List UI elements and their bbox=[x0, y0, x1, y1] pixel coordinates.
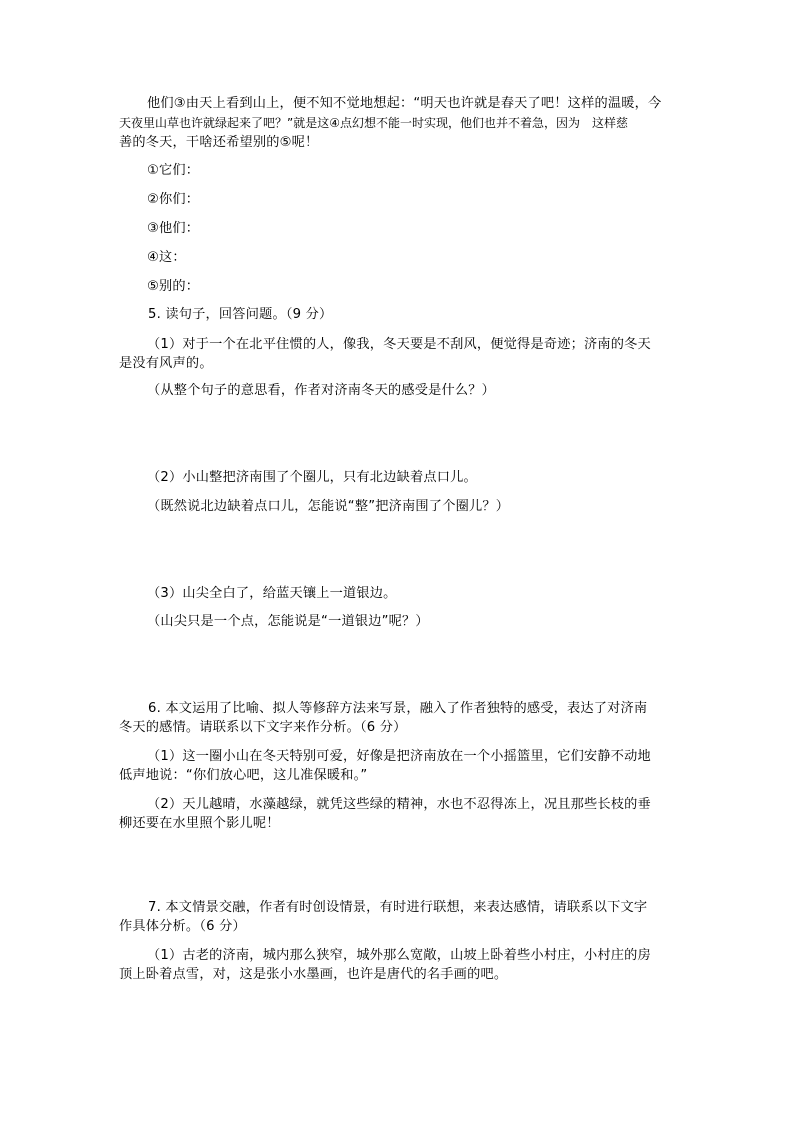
q4-item-3: ③他们： bbox=[147, 221, 200, 236]
q7-title-line-1: 7. 本文情景交融，作者有时创设情景，有时进行联想，来表达感情，请联系以下文字 bbox=[148, 900, 648, 915]
q7-title-line-2: 作具体分析。（6 分） bbox=[119, 919, 246, 934]
passage-line-2: 天夜里山草也许就绿起来了吧？”就是这④点幻想不能一时实现，他们也并不着急，因为 这样慈 bbox=[119, 116, 628, 130]
passage-line-3: 善的冬天，干啥还希望别的⑤呢！ bbox=[119, 135, 319, 150]
q6-sentence-2-line-2: 柳还要在水里照个影儿呢！ bbox=[119, 816, 280, 831]
q4-item-5: ⑤别的： bbox=[147, 279, 200, 294]
q5-sentence-3-question: （山尖只是一个点，怎能说是“一道银边”呢？） bbox=[147, 614, 429, 629]
q7-sentence-1-line-1: （1）古老的济南，城内那么狭窄，城外那么宽敞，山坡上卧着些小村庄，小村庄的房 bbox=[147, 948, 651, 963]
q4-item-2: ②你们： bbox=[147, 192, 200, 207]
q5-sentence-2: （2）小山整把济南围了个圈儿，只有北边缺着点口儿。 bbox=[147, 470, 477, 485]
q7-sentence-1-line-2: 顶上卧着点雪，对，这是张小水墨画，也许是唐代的名手画的吧。 bbox=[119, 967, 508, 982]
q6-title-line-2: 冬天的感情。请联系以下文字来作分析。（6 分） bbox=[119, 720, 407, 735]
q6-sentence-2-line-1: （2）天儿越晴，水藻越绿，就凭这些绿的精神，水也不忍得冻上，况且那些长枝的垂 bbox=[147, 797, 651, 812]
q6-title-line-1: 6. 本文运用了比喻、拟人等修辞方法来写景，融入了作者独特的感受，表达了对济南 bbox=[148, 701, 648, 716]
q5-sentence-1-line-2: 是没有风声的。 bbox=[119, 356, 213, 371]
q5-sentence-1-question: （从整个句子的意思看，作者对济南冬天的感受是什么？） bbox=[147, 383, 496, 398]
q5-sentence-3: （3）山尖全白了，给蓝天镶上一道银边。 bbox=[147, 586, 397, 601]
q5-sentence-2-question: （既然说北边缺着点口儿，怎能说“整”把济南围了个圈儿？） bbox=[147, 499, 510, 514]
q5-sentence-1-line-1: （1）对于一个在北平住惯的人，像我，冬天要是不刮风，便觉得是奇迹；济南的冬天 bbox=[147, 337, 651, 352]
passage-line-1: 他们③由天上看到山上，便不知不觉地想起：“明天也许就是春天了吧！这样的温暖，今 bbox=[147, 96, 662, 111]
q4-item-1: ①它们： bbox=[147, 163, 200, 178]
q6-sentence-1-line-1: （1）这一圈小山在冬天特别可爱，好像是把济南放在一个小摇篮里，它们安静不动地 bbox=[147, 749, 651, 764]
q6-sentence-1-line-2: 低声地说：“你们放心吧，这儿准保暖和。” bbox=[119, 768, 368, 783]
q5-title: 5. 读句子，回答问题。（9 分） bbox=[148, 307, 333, 322]
q4-item-4: ④这： bbox=[147, 250, 186, 265]
